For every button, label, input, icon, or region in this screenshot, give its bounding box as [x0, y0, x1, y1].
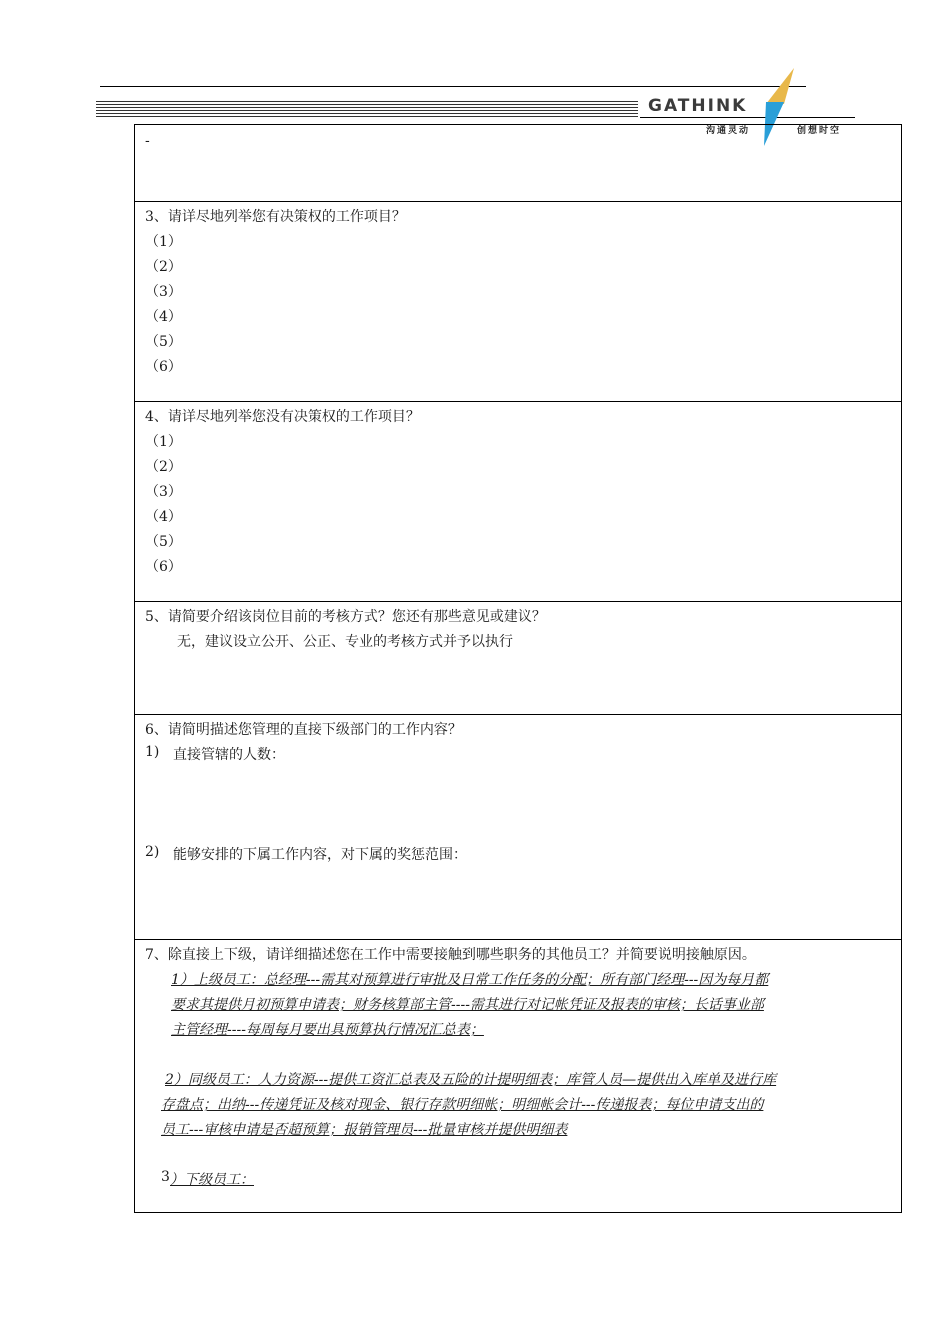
question-3: [135, 201, 901, 401]
list-item: （5）: [145, 534, 182, 550]
list-item: （4）: [145, 309, 182, 325]
list-item: （6）: [145, 559, 182, 575]
list-item: （3）: [145, 284, 182, 300]
item-number: 2): [145, 844, 160, 860]
peer-staff-line: 员工---审核申请是否超预算；报销管理员---批量审核并提供明细表: [161, 1122, 568, 1138]
slogan-left: 沟通灵动: [706, 126, 751, 136]
question-4-title: 4、请详尽地列举您没有决策权的工作项目？: [145, 409, 420, 425]
list-item: （5）: [145, 334, 182, 350]
item-number: 1): [145, 744, 160, 760]
question-5-title: 5、请简要介绍该岗位目前的考核方式？您还有那些意见或建议？: [145, 609, 546, 625]
brand-logo-text: GATHINK: [648, 96, 748, 116]
superior-staff-line: 主管经理----每周每月要出具预算执行情况汇总表；: [171, 1022, 484, 1038]
questionnaire-table: [134, 124, 902, 1213]
list-item: （3）: [145, 484, 182, 500]
peer-staff-line: 存盘点；出纳---传递凭证及核对现金、银行存款明细帐；明细帐会计---传递报表；每位申请支出的: [161, 1097, 764, 1113]
row-continued: [135, 125, 901, 201]
slogan-right: 创想时空: [797, 126, 842, 136]
list-item: （2）: [145, 259, 182, 275]
subordinate-staff-line: ）下级员工：: [170, 1172, 254, 1188]
question-5-answer: 无，建议设立公开、公正、专业的考核方式并予以执行: [177, 634, 513, 650]
question-5: [135, 601, 901, 714]
question-7-title: 7、除直接上下级，请详细描述您在工作中需要接触到哪些职务的其他员工？并简要说明接触原因。: [145, 947, 756, 963]
question-6-item-1: 直接管辖的人数：: [173, 747, 285, 763]
list-item: （4）: [145, 509, 182, 525]
list-item: （1）: [145, 234, 182, 250]
superior-staff-line: 1）上级员工：总经理---需其对预算进行审批及日常工作任务的分配；所有部门经理---因为每月都: [171, 972, 769, 988]
question-3-title: 3、请详尽地列举您有决策权的工作项目？: [145, 209, 406, 225]
question-6: [135, 714, 901, 939]
question-4: [135, 401, 901, 601]
peer-staff-line: 2）同级员工：人力资源---提供工资汇总表及五险的计提明细表；库管人员—提供出入库单及进行库: [165, 1072, 777, 1088]
question-6-item-2: 能够安排的下属工作内容，对下属的奖惩范围：: [173, 847, 467, 863]
list-item: （6）: [145, 359, 182, 375]
subordinate-number: 3: [161, 1169, 170, 1185]
dash-mark: -: [145, 133, 150, 149]
question-7: [135, 939, 901, 1212]
list-item: （1）: [145, 434, 182, 450]
list-item: （2）: [145, 459, 182, 475]
question-6-title: 6、请简明描述您管理的直接下级部门的工作内容？: [145, 722, 462, 738]
header-stripes: [96, 101, 638, 119]
header-rule-right: [640, 117, 855, 118]
superior-staff-line: 要求其提供月初预算申请表；财务核算部主管----需其进行对记帐凭证及报表的审核；长话事业部: [171, 997, 764, 1013]
header-rule-top: [100, 86, 806, 87]
